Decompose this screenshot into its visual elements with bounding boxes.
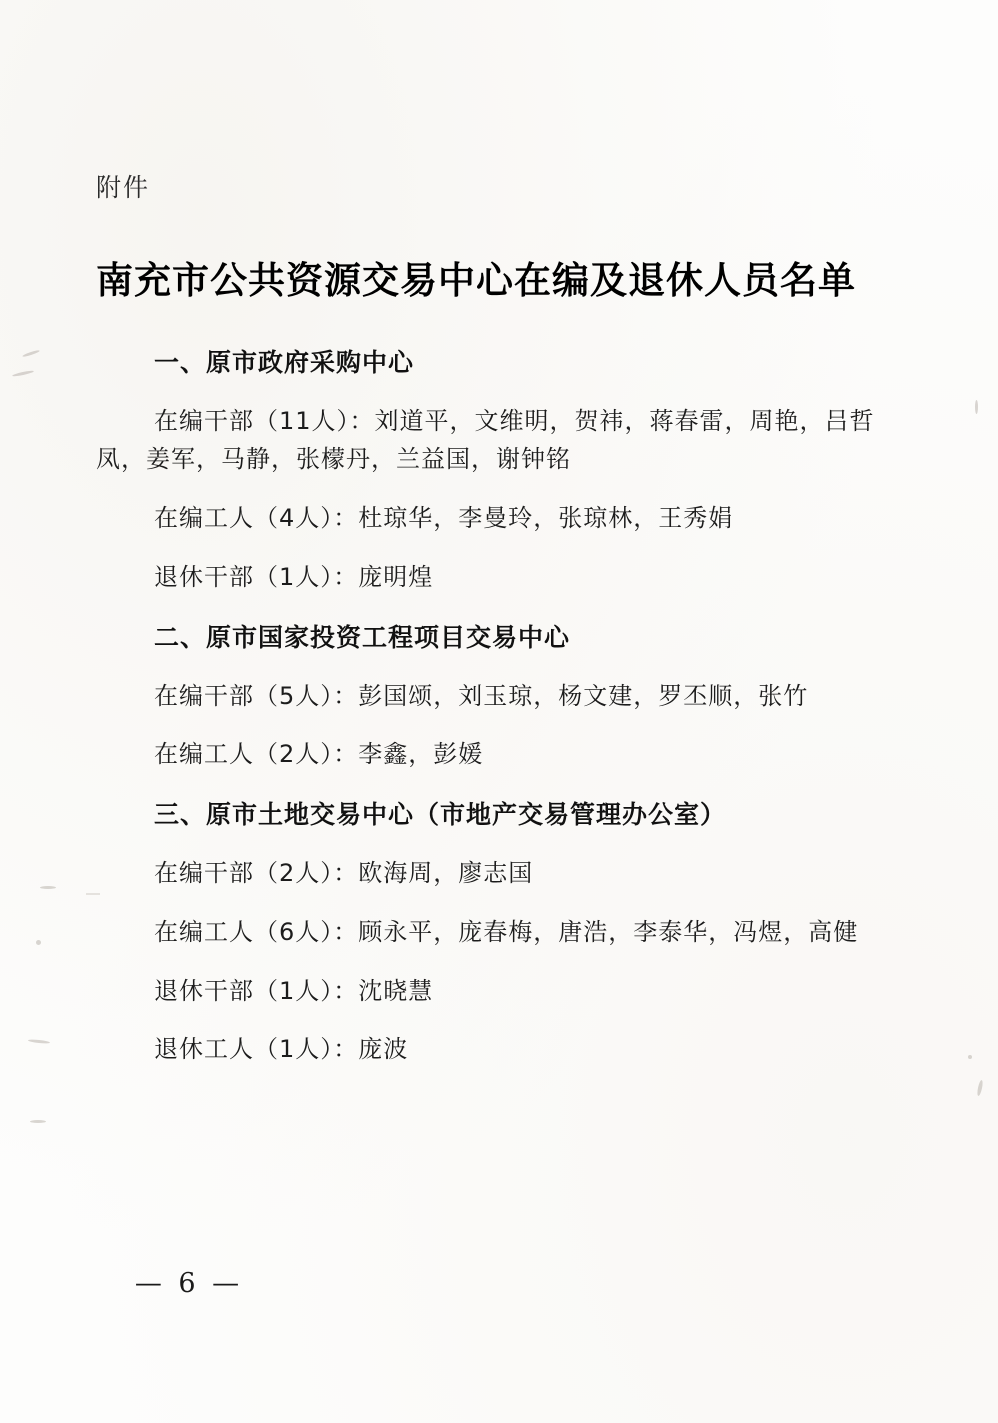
section-line: 在编干部（11人）：刘道平，文维明，贺祎，蒋春雷，周艳，吕哲凤，姜军，马静，张檬丹，兰益国，谢钟铭: [96, 406, 875, 474]
section-heading: 二、原市国家投资工程项目交易中心: [154, 623, 571, 652]
scan-speck: [12, 370, 34, 378]
section-heading: 三、原市土地交易中心（市地产交易管理办公室）: [154, 800, 727, 830]
section-line: 退休工人（1人）：庞波: [154, 1035, 409, 1064]
page-number-text: — 6 —: [134, 1268, 244, 1299]
page-number: [0, 1268, 998, 1299]
section-line: 在编干部（5人）：彭国颂，刘玉琼，杨文建，罗丕顺，张竹: [154, 681, 809, 710]
scan-speck: [30, 1120, 46, 1123]
scan-speck: [968, 1055, 972, 1059]
scan-speck: [28, 1039, 50, 1044]
section-line: 退休干部（1人）：沈晓慧: [154, 976, 434, 1005]
scan-speck: [40, 886, 56, 889]
scan-speck: [22, 349, 40, 357]
section-line: 在编工人（6人）：顾永平，庞春梅，唐浩，李泰华，冯煜，高健: [154, 917, 859, 946]
scan-speck: [36, 940, 41, 945]
scan-speck: [975, 400, 978, 414]
section-line: 在编干部（2人）：欧海周，廖志国: [154, 858, 534, 887]
attachment-label: 附件: [96, 173, 151, 202]
section-line: 退休干部（1人）：庞明煌: [154, 563, 434, 592]
document-content: [96, 0, 916, 1069]
document-body: [96, 344, 916, 1069]
section-line: 在编工人（2人）：李鑫，彭媛: [154, 740, 484, 769]
page-title: 南充市公共资源交易中心在编及退休人员名单: [96, 258, 856, 302]
section-line: 在编工人（4人）：杜琼华，李曼玲，张琼林，王秀娟: [154, 504, 734, 533]
section-heading: 一、原市政府采购中心: [154, 348, 415, 377]
scan-speck: [976, 1080, 983, 1096]
